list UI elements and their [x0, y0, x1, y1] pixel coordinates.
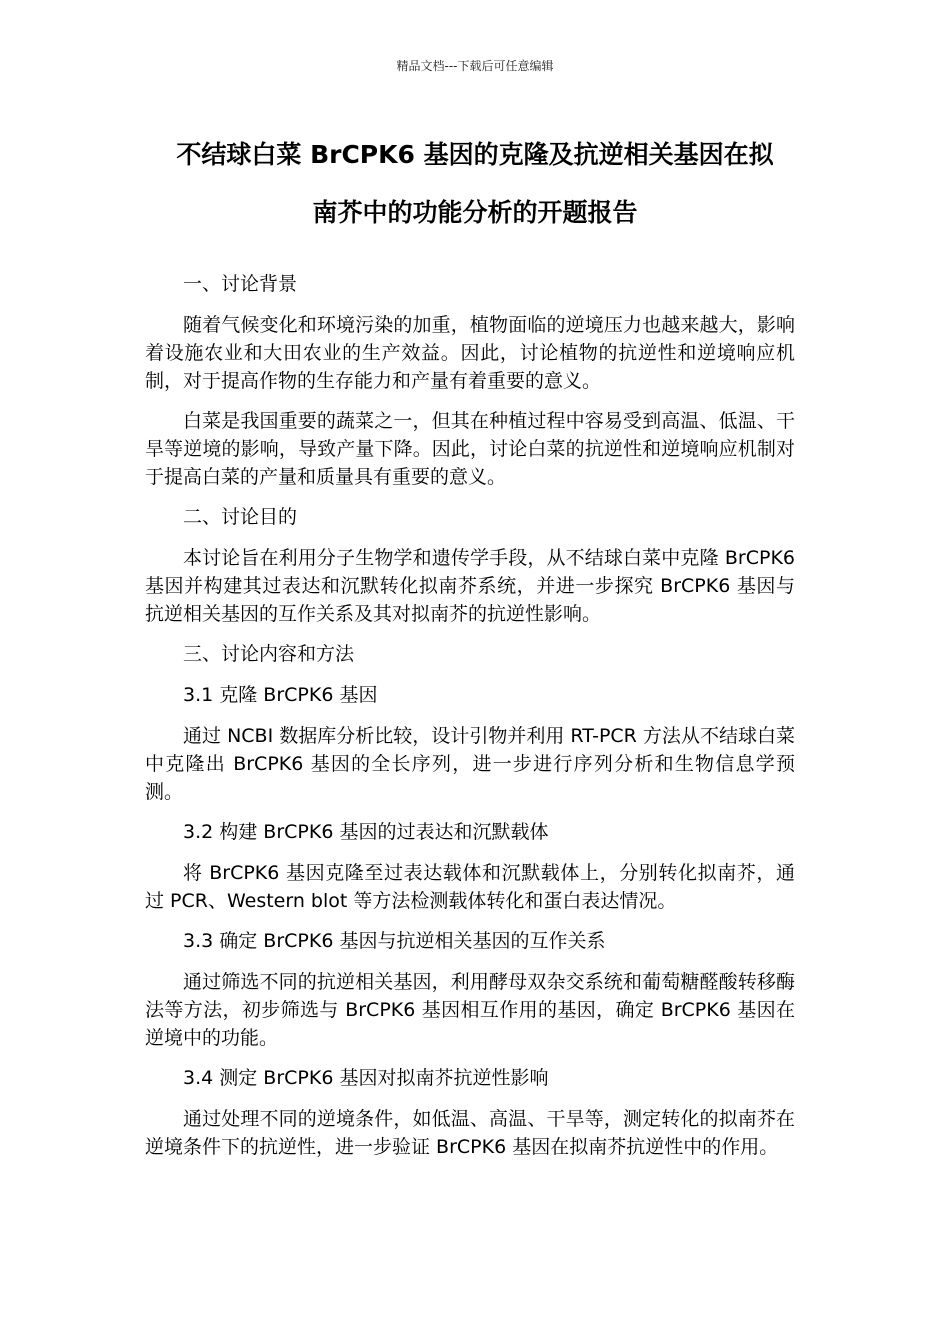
paragraph-3-4: 通过处理不同的逆境条件，如低温、高温、干旱等，测定转化的拟南芥在逆境条件下的抗逆性，进一步验证 BrCPK6 基因在拟南芥抗逆性中的作用。 [145, 1108, 795, 1158]
header-note: 精品文档---下载后可任意编辑 [396, 59, 554, 73]
subsection-heading-3-4: 3.4 测定 BrCPK6 基因对拟南芥抗逆性影响 [183, 1067, 549, 1089]
section-heading-methods: 三、讨论内容和方法 [183, 643, 355, 665]
paragraph-purpose-1: 本讨论旨在利用分子生物学和遗传学手段，从不结球白菜中克隆 BrCPK6 基因并构建其过表达和沉默转化拟南芥系统，并进一步探究 BrCPK6 基因与抗逆相关基因的互作关系及其对拟南芥的抗逆性影响。 [145, 547, 795, 625]
document-body [145, 270, 795, 1173]
paragraph-background-1: 随着气候变化和环境污染的加重，植物面临的逆境压力也越来越大，影响着设施农业和大田农业的生产效益。因此，讨论植物的抗逆性和逆境响应机制，对于提高作物的生存能力和产量有着重要的意义。 [145, 314, 795, 392]
subsection-heading-3-1: 3.1 克隆 BrCPK6 基因 [183, 684, 378, 706]
subsection-heading-3-3: 3.3 确定 BrCPK6 基因与抗逆相关基因的互作关系 [183, 930, 606, 952]
section-heading-purpose: 二、讨论目的 [183, 506, 298, 528]
paragraph-3-3: 通过筛选不同的抗逆相关基因，利用酵母双杂交系统和葡萄糖醛酸转移酶法等方法，初步筛选与 BrCPK6 基因相互作用的基因，确定 BrCPK6 基因在逆境中的功能。 [145, 971, 795, 1049]
paragraph-3-2: 将 BrCPK6 基因克隆至过表达载体和沉默载体上，分别转化拟南芥，通过 PCR、Western blot 等方法检测载体转化和蛋白表达情况。 [145, 862, 795, 912]
subsection-heading-3-2: 3.2 构建 BrCPK6 基因的过表达和沉默载体 [183, 821, 549, 843]
section-heading-background: 一、讨论背景 [183, 273, 298, 295]
paragraph-background-2: 白菜是我国重要的蔬菜之一，但其在种植过程中容易受到高温、低温、干旱等逆境的影响，导致产量下降。因此，讨论白菜的抗逆性和逆境响应机制对于提高白菜的产量和质量具有重要的意义。 [145, 410, 795, 488]
document-title-line-1: 不结球白菜 BrCPK6 基因的克隆及抗逆相关基因在拟 [176, 140, 774, 169]
document-title-line-2: 南芥中的功能分析的开题报告 [312, 198, 638, 227]
paragraph-3-1: 通过 NCBI 数据库分析比较，设计引物并利用 RT-PCR 方法从不结球白菜中克隆出 BrCPK6 基因的全长序列，进一步进行序列分析和生物信息学预测。 [145, 725, 795, 803]
